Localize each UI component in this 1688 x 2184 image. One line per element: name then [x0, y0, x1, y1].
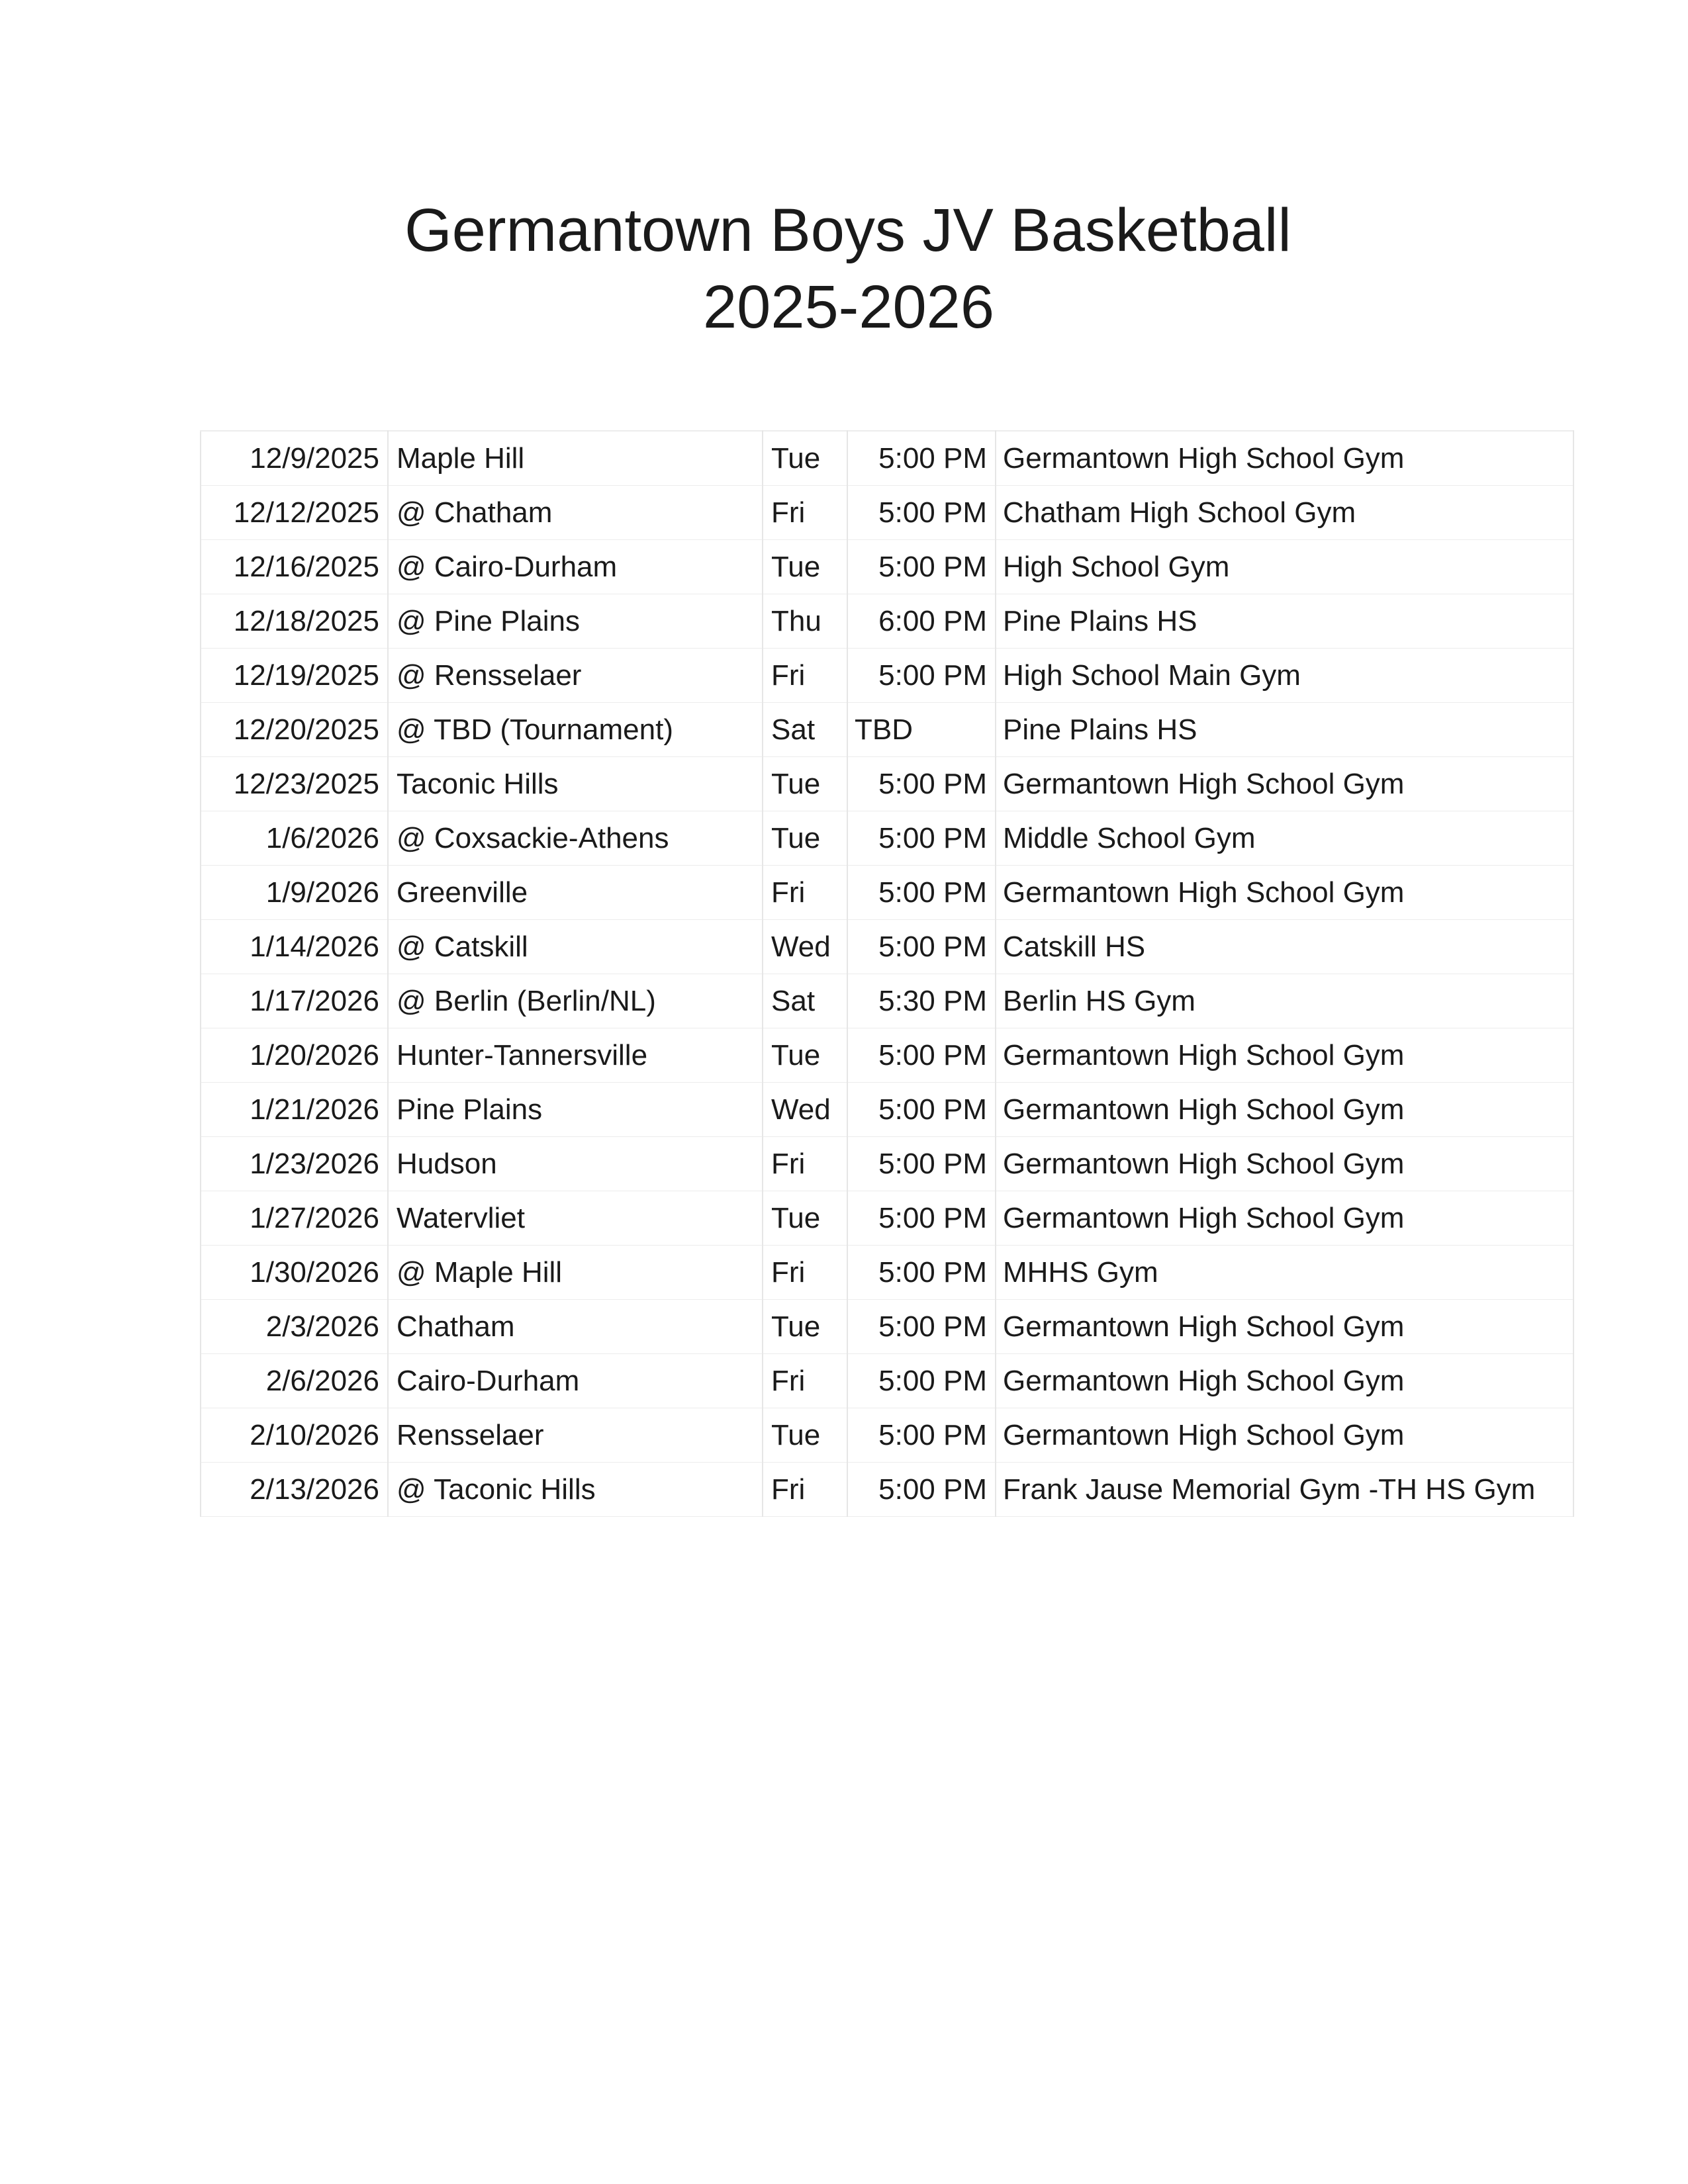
- table-row: [201, 703, 1573, 757]
- game-day: Wed: [763, 1083, 847, 1137]
- game-time: 5:00 PM: [847, 811, 996, 866]
- game-date: 2/6/2026: [201, 1354, 388, 1408]
- game-location: Germantown High School Gym: [996, 757, 1573, 811]
- game-location: Germantown High School Gym: [996, 1354, 1573, 1408]
- title-line-2: 2025-2026: [703, 273, 994, 341]
- game-location: Frank Jause Memorial Gym -TH HS Gym: [996, 1463, 1573, 1517]
- game-location: Germantown High School Gym: [996, 1083, 1573, 1137]
- game-location: Catskill HS: [996, 920, 1573, 974]
- game-opponent: Cairo-Durham: [388, 1354, 763, 1408]
- game-location: Pine Plains HS: [996, 703, 1573, 757]
- game-time: 5:00 PM: [847, 1028, 996, 1083]
- game-time: 5:00 PM: [847, 1354, 996, 1408]
- game-opponent: @ Chatham: [388, 486, 763, 540]
- game-date: 1/6/2026: [201, 811, 388, 866]
- game-date: 1/9/2026: [201, 866, 388, 920]
- table-row: [201, 1028, 1573, 1083]
- game-opponent: @ Coxsackie-Athens: [388, 811, 763, 866]
- table-row: [201, 811, 1573, 866]
- game-day: Fri: [763, 1246, 847, 1300]
- game-day: Wed: [763, 920, 847, 974]
- game-day: Sat: [763, 974, 847, 1028]
- game-opponent: Hudson: [388, 1137, 763, 1191]
- game-time: 5:00 PM: [847, 1408, 996, 1463]
- game-opponent: Rensselaer: [388, 1408, 763, 1463]
- game-date: 1/23/2026: [201, 1137, 388, 1191]
- game-time: 5:00 PM: [847, 649, 996, 703]
- game-time: 5:00 PM: [847, 431, 996, 486]
- game-date: 1/20/2026: [201, 1028, 388, 1083]
- game-day: Tue: [763, 540, 847, 594]
- table-row: [201, 1137, 1573, 1191]
- game-time: 5:00 PM: [847, 757, 996, 811]
- game-time: 5:30 PM: [847, 974, 996, 1028]
- table-row: [201, 649, 1573, 703]
- table-row: [201, 486, 1573, 540]
- game-date: 2/13/2026: [201, 1463, 388, 1517]
- game-location: High School Gym: [996, 540, 1573, 594]
- table-row: [201, 1354, 1573, 1408]
- game-date: 12/16/2025: [201, 540, 388, 594]
- game-day: Sat: [763, 703, 847, 757]
- game-date: 12/23/2025: [201, 757, 388, 811]
- game-date: 1/14/2026: [201, 920, 388, 974]
- game-day: Fri: [763, 1463, 847, 1517]
- game-day: Tue: [763, 811, 847, 866]
- table-row: [201, 1083, 1573, 1137]
- table-row: [201, 431, 1573, 486]
- game-opponent: @ Maple Hill: [388, 1246, 763, 1300]
- table-row: [201, 1408, 1573, 1463]
- table-row: [201, 974, 1573, 1028]
- game-date: 12/19/2025: [201, 649, 388, 703]
- game-day: Tue: [763, 1300, 847, 1354]
- game-opponent: @ Rensselaer: [388, 649, 763, 703]
- game-time: 6:00 PM: [847, 594, 996, 649]
- game-day: Fri: [763, 866, 847, 920]
- game-time: 5:00 PM: [847, 1137, 996, 1191]
- table-row: [201, 540, 1573, 594]
- game-day: Tue: [763, 431, 847, 486]
- game-opponent: @ Catskill: [388, 920, 763, 974]
- table-row: [201, 1191, 1573, 1246]
- title-line-1: Germantown Boys JV Basketball: [404, 197, 1291, 264]
- game-day: Tue: [763, 1191, 847, 1246]
- game-location: MHHS Gym: [996, 1246, 1573, 1300]
- game-time: 5:00 PM: [847, 540, 996, 594]
- game-location: Germantown High School Gym: [996, 866, 1573, 920]
- game-opponent: Maple Hill: [388, 431, 763, 486]
- game-day: Fri: [763, 1354, 847, 1408]
- game-opponent: Watervliet: [388, 1191, 763, 1246]
- table-row: [201, 866, 1573, 920]
- game-date: 12/20/2025: [201, 703, 388, 757]
- table-row: [201, 594, 1573, 649]
- game-time: 5:00 PM: [847, 920, 996, 974]
- game-opponent: Hunter-Tannersville: [388, 1028, 763, 1083]
- game-time: 5:00 PM: [847, 1083, 996, 1137]
- game-opponent: Pine Plains: [388, 1083, 763, 1137]
- game-opponent: Chatham: [388, 1300, 763, 1354]
- game-location: Germantown High School Gym: [996, 1408, 1573, 1463]
- game-location: Germantown High School Gym: [996, 1300, 1573, 1354]
- game-location: Chatham High School Gym: [996, 486, 1573, 540]
- game-location: Germantown High School Gym: [996, 1028, 1573, 1083]
- game-time: TBD: [847, 703, 996, 757]
- game-location: High School Main Gym: [996, 649, 1573, 703]
- game-date: 12/12/2025: [201, 486, 388, 540]
- game-date: 1/17/2026: [201, 974, 388, 1028]
- game-date: 1/27/2026: [201, 1191, 388, 1246]
- game-day: Tue: [763, 1028, 847, 1083]
- game-location: Germantown High School Gym: [996, 431, 1573, 486]
- game-time: 5:00 PM: [847, 1463, 996, 1517]
- game-opponent: @ Taconic Hills: [388, 1463, 763, 1517]
- game-time: 5:00 PM: [847, 486, 996, 540]
- game-day: Fri: [763, 1137, 847, 1191]
- game-day: Fri: [763, 486, 847, 540]
- game-location: Berlin HS Gym: [996, 974, 1573, 1028]
- game-time: 5:00 PM: [847, 1246, 996, 1300]
- table-row: [201, 757, 1573, 811]
- schedule-body: [201, 431, 1573, 1517]
- game-date: 2/10/2026: [201, 1408, 388, 1463]
- game-opponent: Taconic Hills: [388, 757, 763, 811]
- game-date: 12/18/2025: [201, 594, 388, 649]
- game-day: Tue: [763, 757, 847, 811]
- table-row: [201, 920, 1573, 974]
- game-date: 2/3/2026: [201, 1300, 388, 1354]
- game-location: Pine Plains HS: [996, 594, 1573, 649]
- game-location: Germantown High School Gym: [996, 1191, 1573, 1246]
- table-row: [201, 1246, 1573, 1300]
- game-date: 12/9/2025: [201, 431, 388, 486]
- game-date: 1/30/2026: [201, 1246, 388, 1300]
- game-opponent: @ Cairo-Durham: [388, 540, 763, 594]
- game-time: 5:00 PM: [847, 866, 996, 920]
- game-day: Thu: [763, 594, 847, 649]
- page-title: [0, 192, 1688, 345]
- schedule-table: [200, 430, 1574, 1517]
- game-opponent: Greenville: [388, 866, 763, 920]
- game-time: 5:00 PM: [847, 1300, 996, 1354]
- game-location: Middle School Gym: [996, 811, 1573, 866]
- game-opponent: @ Pine Plains: [388, 594, 763, 649]
- game-date: 1/21/2026: [201, 1083, 388, 1137]
- table-row: [201, 1463, 1573, 1517]
- game-day: Tue: [763, 1408, 847, 1463]
- game-opponent: @ Berlin (Berlin/NL): [388, 974, 763, 1028]
- game-location: Germantown High School Gym: [996, 1137, 1573, 1191]
- table-row: [201, 1300, 1573, 1354]
- game-day: Fri: [763, 649, 847, 703]
- game-time: 5:00 PM: [847, 1191, 996, 1246]
- game-opponent: @ TBD (Tournament): [388, 703, 763, 757]
